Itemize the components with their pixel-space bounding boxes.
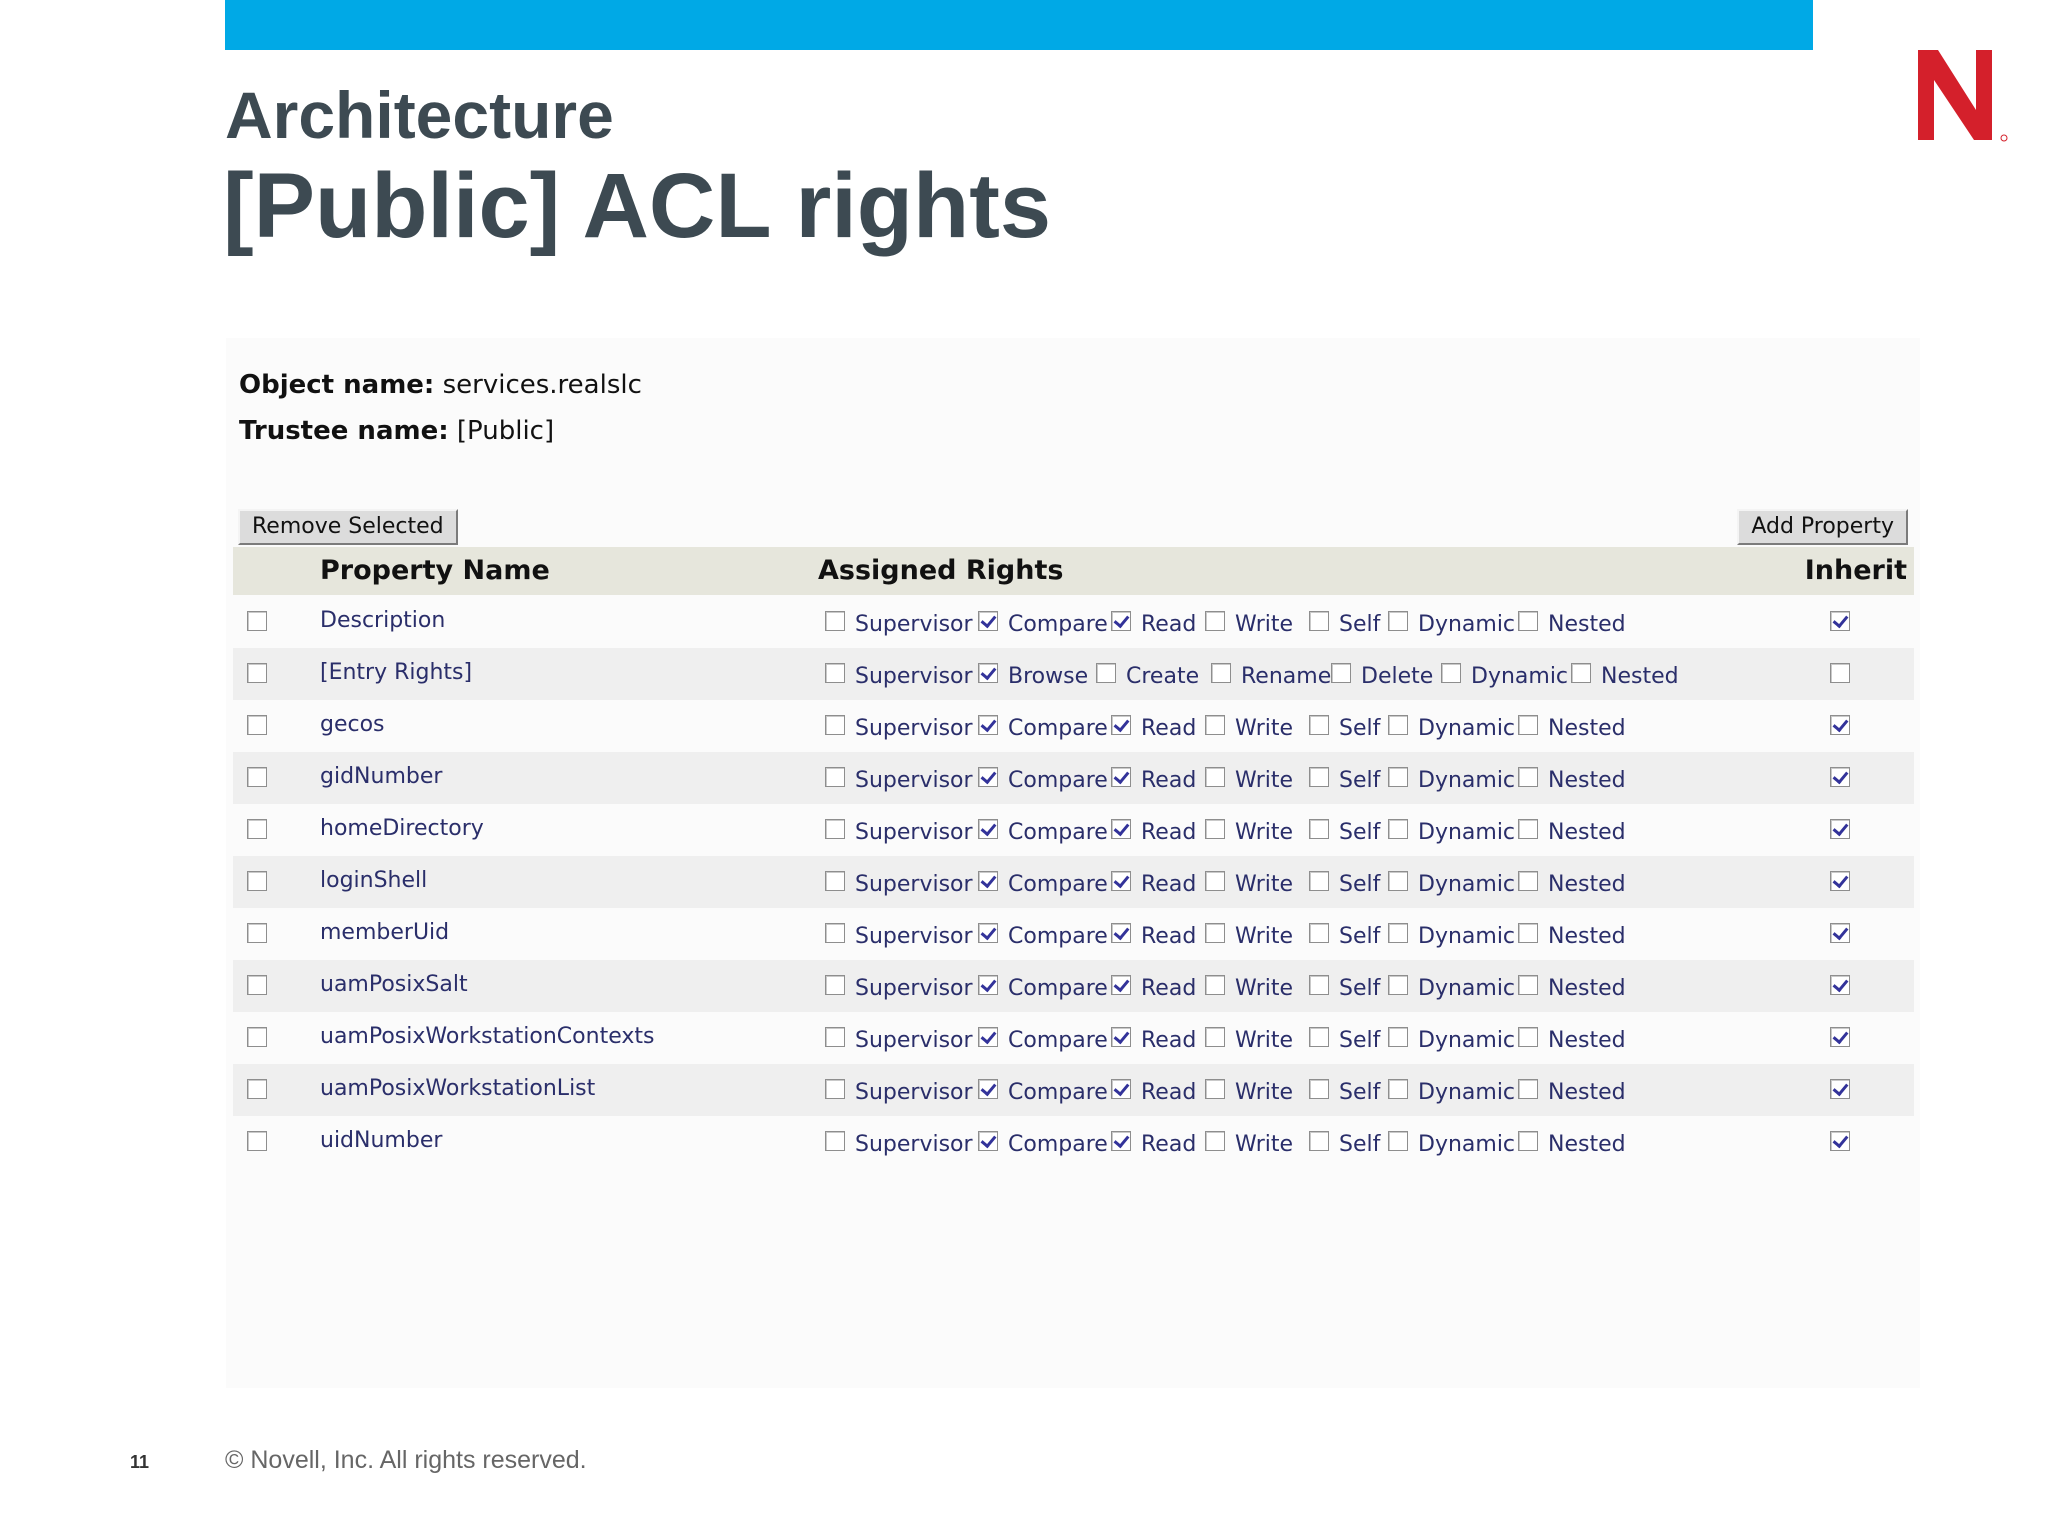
right-label: Self [1339,924,1381,949]
row-select-checkbox[interactable] [247,767,267,787]
right-label: Supervisor [855,1132,973,1157]
table-row [233,856,1914,908]
table-row [233,960,1914,1012]
right-label: Nested [1548,976,1626,1001]
right-checkbox[interactable] [1111,923,1131,943]
page-number: 11 [130,1452,150,1472]
right-label: Dynamic [1418,976,1516,1001]
slide-subtitle: [Public] ACL rights [223,155,1051,257]
right-label: Compare [1008,924,1108,949]
right-checkbox[interactable] [1388,923,1408,943]
right-checkbox[interactable] [825,1027,845,1047]
right-checkbox[interactable] [1111,767,1131,787]
right-label: Compare [1008,820,1108,845]
trustee-name-label: Trustee name: [239,416,449,446]
row-select-checkbox[interactable] [247,611,267,631]
right-checkbox[interactable] [1205,975,1225,995]
table-row [233,648,1914,700]
right-checkbox[interactable] [825,715,845,735]
inherit-checkbox[interactable] [1830,1131,1850,1151]
right-checkbox[interactable] [1518,715,1538,735]
right-checkbox[interactable] [1331,663,1351,683]
right-label: Read [1141,1132,1197,1157]
right-checkbox[interactable] [1111,611,1131,631]
right-checkbox[interactable] [1096,663,1116,683]
inherit-checkbox[interactable] [1830,767,1850,787]
inherit-checkbox[interactable] [1830,663,1850,683]
property-name[interactable]: uidNumber [320,1128,443,1153]
right-label: Dynamic [1418,1132,1516,1157]
row-select-checkbox[interactable] [247,1131,267,1151]
right-label: Compare [1008,976,1108,1001]
right-checkbox[interactable] [1111,1027,1131,1047]
table-row [233,752,1914,804]
right-checkbox[interactable] [978,611,998,631]
right-label: Write [1235,1080,1294,1105]
property-name[interactable]: uamPosixWorkstationList [320,1076,596,1101]
right-checkbox[interactable] [1388,1027,1408,1047]
inherit-checkbox[interactable] [1830,611,1850,631]
property-name[interactable]: homeDirectory [320,816,484,841]
right-label: Read [1141,872,1197,897]
right-label: Supervisor [855,820,973,845]
right-label: Nested [1548,820,1626,845]
right-label: Dynamic [1418,1028,1516,1053]
right-checkbox[interactable] [1309,1131,1329,1151]
right-checkbox[interactable] [978,975,998,995]
inherit-checkbox[interactable] [1830,715,1850,735]
right-checkbox[interactable] [1571,663,1591,683]
right-checkbox[interactable] [978,1079,998,1099]
property-name[interactable]: [Entry Rights] [320,660,473,685]
top-accent-bar [225,0,1813,50]
right-checkbox[interactable] [1518,923,1538,943]
novell-logo-icon [1910,44,2010,144]
right-checkbox[interactable] [1388,871,1408,891]
right-label: Compare [1008,716,1108,741]
right-label: Dynamic [1418,716,1516,741]
remove-selected-button[interactable]: Remove Selected [238,509,458,545]
right-label: Read [1141,612,1197,637]
right-checkbox[interactable] [1518,1131,1538,1151]
right-label: Compare [1008,612,1108,637]
property-name[interactable]: memberUid [320,920,450,945]
right-checkbox[interactable] [1205,611,1225,631]
right-label: Nested [1548,612,1626,637]
right-label: Write [1235,820,1294,845]
right-checkbox[interactable] [1388,1079,1408,1099]
right-checkbox[interactable] [1518,1079,1538,1099]
right-label: Supervisor [855,664,973,689]
right-label: Browse [1008,664,1089,689]
right-label: Compare [1008,1080,1108,1105]
right-label: Self [1339,872,1381,897]
right-label: Supervisor [855,716,973,741]
table-row [233,804,1914,856]
right-checkbox[interactable] [1441,663,1461,683]
right-label: Supervisor [855,1028,973,1053]
right-label: Supervisor [855,768,973,793]
right-checkbox[interactable] [1309,1079,1329,1099]
right-label: Nested [1548,1028,1626,1053]
right-label: Delete [1361,664,1434,689]
right-label: Read [1141,716,1197,741]
right-checkbox[interactable] [1309,767,1329,787]
right-label: Rename [1241,664,1332,689]
right-checkbox[interactable] [1518,871,1538,891]
right-label: Self [1339,976,1381,1001]
right-label: Supervisor [855,1080,973,1105]
right-label: Write [1235,1028,1294,1053]
right-label: Dynamic [1418,820,1516,845]
right-checkbox[interactable] [1309,715,1329,735]
table-header [233,547,1914,595]
right-checkbox[interactable] [825,871,845,891]
right-checkbox[interactable] [1309,819,1329,839]
right-label: Dynamic [1418,768,1516,793]
right-label: Dynamic [1418,1080,1516,1105]
right-checkbox[interactable] [1205,1027,1225,1047]
right-label: Nested [1548,768,1626,793]
right-label: Supervisor [855,976,973,1001]
right-checkbox[interactable] [1111,819,1131,839]
inherit-checkbox[interactable] [1830,1027,1850,1047]
right-checkbox[interactable] [1111,975,1131,995]
inherit-checkbox[interactable] [1830,975,1850,995]
right-checkbox[interactable] [1211,663,1231,683]
right-checkbox[interactable] [1518,611,1538,631]
trustee-name-line [239,416,554,446]
right-label: Dynamic [1418,872,1516,897]
right-label: Supervisor [855,612,973,637]
right-checkbox[interactable] [1309,975,1329,995]
table-row [233,1116,1914,1168]
right-label: Compare [1008,1028,1108,1053]
right-label: Read [1141,924,1197,949]
property-name[interactable]: gecos [320,712,385,737]
right-checkbox[interactable] [978,1131,998,1151]
right-checkbox[interactable] [825,1131,845,1151]
right-checkbox[interactable] [1309,1027,1329,1047]
right-checkbox[interactable] [1309,611,1329,631]
right-checkbox[interactable] [978,663,998,683]
right-label: Read [1141,768,1197,793]
header-inherit: Inherit [1804,555,1907,586]
right-checkbox[interactable] [1518,767,1538,787]
right-label: Compare [1008,1132,1108,1157]
right-checkbox[interactable] [1111,715,1131,735]
object-name-label: Object name: [239,370,435,400]
header-assigned-rights: Assigned Rights [818,555,1064,586]
right-checkbox[interactable] [1111,1131,1131,1151]
right-label: Self [1339,1028,1381,1053]
table-row [233,1012,1914,1064]
right-label: Read [1141,1080,1197,1105]
property-name[interactable]: loginShell [320,868,428,893]
row-select-checkbox[interactable] [247,871,267,891]
table-row [233,1064,1914,1116]
property-name[interactable]: Description [320,608,446,633]
right-checkbox[interactable] [825,611,845,631]
right-label: Create [1126,664,1200,689]
right-label: Nested [1548,716,1626,741]
right-label: Nested [1601,664,1679,689]
table-row [233,908,1914,960]
add-property-button[interactable]: Add Property [1737,509,1908,545]
right-checkbox[interactable] [978,923,998,943]
right-checkbox[interactable] [978,871,998,891]
right-checkbox[interactable] [978,819,998,839]
right-label: Compare [1008,768,1108,793]
row-select-checkbox[interactable] [247,923,267,943]
right-checkbox[interactable] [1111,1079,1131,1099]
right-label: Self [1339,612,1381,637]
right-label: Write [1235,612,1294,637]
right-label: Write [1235,872,1294,897]
right-checkbox[interactable] [1205,767,1225,787]
row-select-checkbox[interactable] [247,1079,267,1099]
right-label: Write [1235,716,1294,741]
right-checkbox[interactable] [825,767,845,787]
table-row [233,700,1914,752]
right-label: Compare [1008,872,1108,897]
trustee-name-value: [Public] [456,416,555,446]
right-label: Nested [1548,1132,1626,1157]
right-label: Self [1339,768,1381,793]
right-checkbox[interactable] [1205,923,1225,943]
right-checkbox[interactable] [1518,975,1538,995]
right-checkbox[interactable] [1205,715,1225,735]
right-checkbox[interactable] [1518,819,1538,839]
row-select-checkbox[interactable] [247,819,267,839]
object-name-value: services.realslc [442,370,642,400]
inherit-checkbox[interactable] [1830,819,1850,839]
right-label: Write [1235,768,1294,793]
right-checkbox[interactable] [1111,871,1131,891]
right-checkbox[interactable] [1388,1131,1408,1151]
right-checkbox[interactable] [1388,715,1408,735]
slide-title: Architecture [225,78,614,152]
right-checkbox[interactable] [1205,1079,1225,1099]
table-row [233,596,1914,648]
right-label: Write [1235,976,1294,1001]
right-checkbox[interactable] [1309,871,1329,891]
right-label: Self [1339,716,1381,741]
right-label: Dynamic [1418,924,1516,949]
right-label: Nested [1548,1080,1626,1105]
right-label: Self [1339,820,1381,845]
row-select-checkbox[interactable] [247,975,267,995]
right-checkbox[interactable] [1388,975,1408,995]
right-label: Supervisor [855,872,973,897]
right-checkbox[interactable] [1205,871,1225,891]
right-checkbox[interactable] [1205,1131,1225,1151]
right-label: Write [1235,924,1294,949]
right-checkbox[interactable] [978,1027,998,1047]
right-checkbox[interactable] [1309,923,1329,943]
inherit-checkbox[interactable] [1830,1079,1850,1099]
right-label: Read [1141,1028,1197,1053]
property-name[interactable]: uamPosixWorkstationContexts [320,1024,655,1049]
row-select-checkbox[interactable] [247,1027,267,1047]
right-label: Supervisor [855,924,973,949]
right-checkbox[interactable] [825,819,845,839]
right-checkbox[interactable] [1388,611,1408,631]
property-name[interactable]: uamPosixSalt [320,972,468,997]
right-checkbox[interactable] [825,923,845,943]
right-label: Read [1141,820,1197,845]
right-checkbox[interactable] [1205,819,1225,839]
row-select-checkbox[interactable] [247,715,267,735]
object-name-line [239,370,642,400]
right-label: Nested [1548,924,1626,949]
right-label: Self [1339,1080,1381,1105]
header-property-name: Property Name [320,555,550,586]
right-label: Nested [1548,872,1626,897]
right-checkbox[interactable] [825,663,845,683]
inherit-checkbox[interactable] [1830,871,1850,891]
right-checkbox[interactable] [825,975,845,995]
copyright-footer: © Novell, Inc. All rights reserved. [225,1446,587,1474]
right-label: Dynamic [1471,664,1569,689]
right-checkbox[interactable] [825,1079,845,1099]
right-checkbox[interactable] [1388,767,1408,787]
right-checkbox[interactable] [978,767,998,787]
right-label: Self [1339,1132,1381,1157]
right-label: Read [1141,976,1197,1001]
right-label: Write [1235,1132,1294,1157]
right-checkbox[interactable] [978,715,998,735]
right-checkbox[interactable] [1518,1027,1538,1047]
right-checkbox[interactable] [1388,819,1408,839]
inherit-checkbox[interactable] [1830,923,1850,943]
right-label: Dynamic [1418,612,1516,637]
property-name[interactable]: gidNumber [320,764,443,789]
row-select-checkbox[interactable] [247,663,267,683]
